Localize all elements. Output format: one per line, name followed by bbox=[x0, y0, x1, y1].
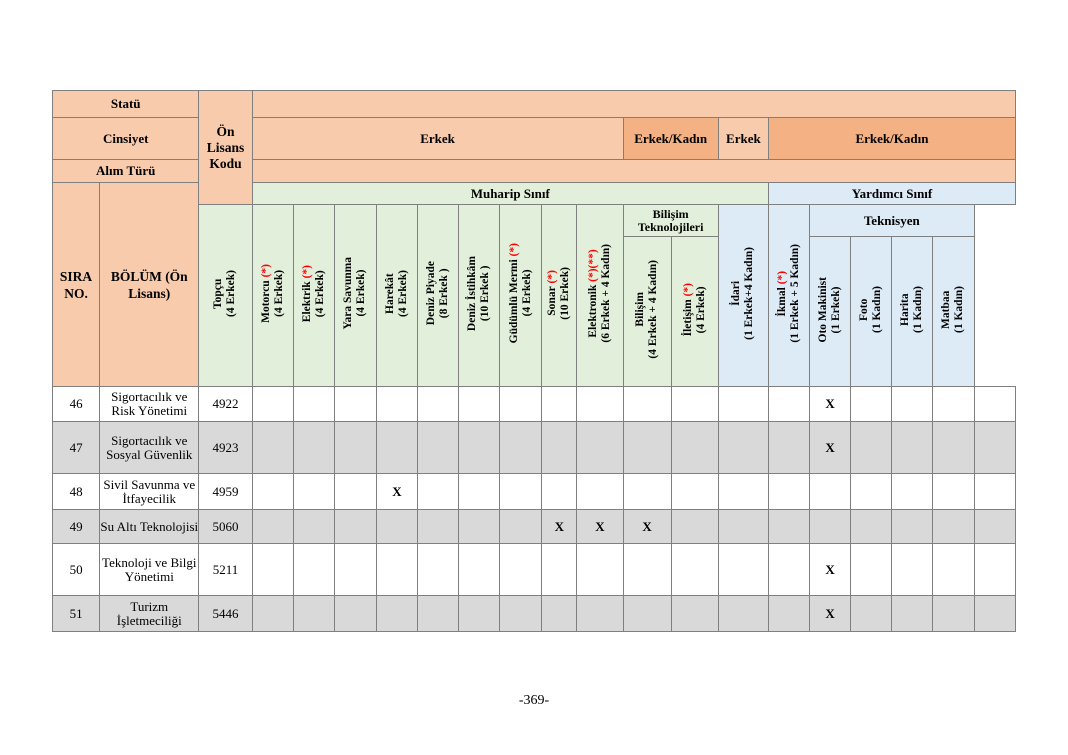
mark-cell bbox=[892, 474, 933, 510]
mark-cell bbox=[768, 510, 809, 544]
mark-cell bbox=[376, 510, 417, 544]
mark-cell bbox=[623, 422, 671, 474]
note-mark: (*) bbox=[546, 270, 559, 285]
mark-cell bbox=[671, 387, 718, 422]
column-header-label: Topçu (4 Erkek) bbox=[212, 270, 238, 317]
row-number: 50 bbox=[53, 544, 100, 596]
table-row bbox=[53, 596, 1016, 632]
column-header-3 bbox=[334, 205, 376, 387]
note-mark: (*) bbox=[681, 282, 694, 297]
column-header-label: Güdümlü Mermi (*) (4 Erkek) bbox=[507, 243, 533, 344]
mark-cell bbox=[376, 387, 417, 422]
mark-cell: X bbox=[810, 422, 851, 474]
column-header-label: İletişim (*) (4 Erkek) bbox=[681, 282, 707, 337]
mark-cell bbox=[418, 474, 459, 510]
mark-cell bbox=[933, 544, 974, 596]
mark-cell bbox=[933, 387, 974, 422]
mark-cell bbox=[376, 544, 417, 596]
mark-cell bbox=[623, 544, 671, 596]
mark-cell bbox=[459, 474, 500, 510]
mark-cell bbox=[542, 596, 577, 632]
mark-cell bbox=[500, 422, 542, 474]
mark-cell bbox=[459, 387, 500, 422]
note-mark: (*)(**) bbox=[586, 249, 599, 282]
column-header-8 bbox=[542, 205, 577, 387]
bolum-header: BÖLÜM (Ön Lisans) bbox=[100, 183, 199, 387]
column-header-6 bbox=[459, 205, 500, 387]
mark-cell bbox=[718, 544, 768, 596]
mark-cell bbox=[768, 474, 809, 510]
column-header-label: Sonar (*) (10 Erkek) bbox=[546, 267, 572, 320]
column-header-5 bbox=[418, 205, 459, 387]
column-header-14 bbox=[810, 237, 851, 387]
mark-cell bbox=[974, 544, 1016, 596]
department-name: Sigortacılık ve Risk Yönetimi bbox=[100, 387, 199, 422]
erkek-group-2: Erkek bbox=[718, 118, 768, 160]
column-header-label: Elektrik (*) (4 Erkek) bbox=[300, 264, 326, 323]
mark-cell bbox=[623, 474, 671, 510]
mark-cell bbox=[718, 596, 768, 632]
column-header-label: Bilişim (4 Erkek + 4 Kadın) bbox=[634, 260, 660, 359]
mark-cell bbox=[810, 510, 851, 544]
mark-cell bbox=[542, 474, 577, 510]
mark-cell bbox=[892, 387, 933, 422]
mark-cell bbox=[851, 510, 892, 544]
column-header-9 bbox=[577, 205, 623, 387]
column-header-label: İdari (1 Erkek+4 Kadın) bbox=[730, 247, 756, 340]
mark-cell: X bbox=[810, 544, 851, 596]
column-header-15 bbox=[851, 237, 892, 387]
mark-cell bbox=[500, 387, 542, 422]
erkek-kadin-group-2: Erkek/Kadın bbox=[768, 118, 1015, 160]
quota-table bbox=[52, 90, 1016, 632]
alim-turu-value-cell bbox=[252, 160, 1015, 183]
department-name: Su Altı Teknolojisi bbox=[100, 510, 199, 544]
mark-cell bbox=[293, 596, 334, 632]
mark-cell bbox=[418, 510, 459, 544]
department-name: Teknoloji ve Bilgi Yönetimi bbox=[100, 544, 199, 596]
mark-cell bbox=[459, 510, 500, 544]
mark-cell bbox=[293, 474, 334, 510]
mark-cell bbox=[293, 544, 334, 596]
mark-cell bbox=[577, 474, 623, 510]
mark-cell bbox=[718, 422, 768, 474]
mark-cell bbox=[768, 387, 809, 422]
mark-cell: X bbox=[376, 474, 417, 510]
erkek-group-1: Erkek bbox=[252, 118, 623, 160]
column-header-label: Harita (1 Kadın) bbox=[899, 286, 925, 333]
mark-cell bbox=[293, 387, 334, 422]
column-header-label: Deniz Piyade (8 Erkek ) bbox=[425, 261, 451, 326]
row-number: 48 bbox=[53, 474, 100, 510]
note-mark: (*) bbox=[507, 243, 520, 257]
mark-cell bbox=[252, 544, 293, 596]
mark-cell bbox=[252, 596, 293, 632]
mark-cell bbox=[418, 544, 459, 596]
table-row bbox=[53, 422, 1016, 474]
mark-cell bbox=[851, 596, 892, 632]
mark-cell bbox=[334, 510, 376, 544]
mark-cell bbox=[851, 544, 892, 596]
bilisim-teknolojileri-header: Bilişim Teknolojileri bbox=[623, 205, 718, 237]
mark-cell bbox=[334, 544, 376, 596]
mark-cell bbox=[334, 422, 376, 474]
mark-cell bbox=[542, 544, 577, 596]
mark-cell bbox=[293, 422, 334, 474]
mark-cell bbox=[933, 596, 974, 632]
table-row bbox=[53, 387, 1016, 422]
row-number: 49 bbox=[53, 510, 100, 544]
column-header-label: İkmal (*) (1 Erkek + 5 Kadın) bbox=[776, 244, 801, 343]
mark-cell bbox=[577, 596, 623, 632]
yardimci-sinif-header: Yardımcı Sınıf bbox=[768, 183, 1015, 205]
program-code: 5211 bbox=[199, 544, 252, 596]
column-header-label: Foto (1 Kadın) bbox=[858, 286, 884, 333]
mark-cell bbox=[623, 387, 671, 422]
mark-cell bbox=[542, 422, 577, 474]
column-header-11 bbox=[671, 237, 718, 387]
mark-cell: X bbox=[810, 596, 851, 632]
page-number: -369- bbox=[518, 693, 550, 708]
mark-cell bbox=[851, 422, 892, 474]
muharip-sinif-header: Muharip Sınıf bbox=[252, 183, 768, 205]
mark-cell bbox=[851, 387, 892, 422]
mark-cell bbox=[718, 474, 768, 510]
program-code: 4922 bbox=[199, 387, 252, 422]
note-mark: (*) bbox=[776, 270, 788, 285]
sira-no-header: SIRA NO. bbox=[53, 183, 100, 387]
column-header-label: Matbaa (1 Kadın) bbox=[940, 286, 966, 333]
table-row bbox=[53, 544, 1016, 596]
department-name: Sigortacılık ve Sosyal Güvenlik bbox=[100, 422, 199, 474]
mark-cell bbox=[933, 422, 974, 474]
mark-cell bbox=[500, 510, 542, 544]
column-header-13 bbox=[768, 205, 809, 387]
mark-cell bbox=[459, 596, 500, 632]
mark-cell bbox=[974, 510, 1016, 544]
mark-cell bbox=[252, 474, 293, 510]
mark-cell bbox=[671, 474, 718, 510]
mark-cell bbox=[892, 510, 933, 544]
mark-cell bbox=[334, 596, 376, 632]
mark-cell bbox=[577, 544, 623, 596]
mark-cell bbox=[974, 387, 1016, 422]
program-code: 5446 bbox=[199, 596, 252, 632]
mark-cell: X bbox=[623, 510, 671, 544]
mark-cell bbox=[671, 596, 718, 632]
teknisyen-header: Teknisyen bbox=[810, 205, 974, 237]
mark-cell bbox=[418, 596, 459, 632]
on-lisans-kodu-header: Ön Lisans Kodu bbox=[199, 91, 252, 205]
mark-cell: X bbox=[542, 510, 577, 544]
column-header-0 bbox=[199, 205, 252, 387]
note-mark: (*) bbox=[259, 264, 272, 278]
mark-cell bbox=[671, 422, 718, 474]
mark-cell bbox=[851, 474, 892, 510]
program-code: 4959 bbox=[199, 474, 252, 510]
column-header-17 bbox=[933, 237, 974, 387]
mark-cell bbox=[671, 544, 718, 596]
mark-cell bbox=[671, 510, 718, 544]
mark-cell bbox=[577, 422, 623, 474]
mark-cell bbox=[974, 596, 1016, 632]
column-header-label: Yara Savunma (4 Erkek) bbox=[342, 257, 368, 330]
mark-cell bbox=[577, 387, 623, 422]
row-number: 51 bbox=[53, 596, 100, 632]
mark-cell bbox=[334, 474, 376, 510]
mark-cell bbox=[500, 474, 542, 510]
mark-cell bbox=[933, 474, 974, 510]
column-header-4 bbox=[376, 205, 417, 387]
mark-cell bbox=[718, 510, 768, 544]
mark-cell bbox=[376, 422, 417, 474]
column-header-label: Elektronik (*)(**) (6 Erkek + 4 Kadın) bbox=[586, 244, 612, 343]
mark-cell bbox=[459, 544, 500, 596]
mark-cell bbox=[768, 544, 809, 596]
note-mark: (*) bbox=[300, 264, 313, 279]
mark-cell bbox=[418, 422, 459, 474]
mark-cell bbox=[542, 387, 577, 422]
table-row bbox=[53, 510, 1016, 544]
mark-cell bbox=[718, 387, 768, 422]
mark-cell bbox=[500, 544, 542, 596]
column-header-label: Motorcu (*) (4 Erkek) bbox=[259, 264, 285, 323]
mark-cell bbox=[768, 596, 809, 632]
mark-cell bbox=[892, 422, 933, 474]
alim-turu-label: Alım Türü bbox=[53, 160, 199, 183]
mark-cell bbox=[974, 474, 1016, 510]
column-header-label: Oto Makinist (1 Erkek) bbox=[817, 276, 843, 343]
mark-cell bbox=[252, 387, 293, 422]
department-name: Sivil Savunma ve İtfayecilik bbox=[100, 474, 199, 510]
row-number: 47 bbox=[53, 422, 100, 474]
mark-cell bbox=[500, 596, 542, 632]
mark-cell bbox=[334, 387, 376, 422]
mark-cell bbox=[376, 596, 417, 632]
mark-cell bbox=[459, 422, 500, 474]
erkek-kadin-group-1: Erkek/Kadın bbox=[623, 118, 718, 160]
program-code: 4923 bbox=[199, 422, 252, 474]
column-header-1 bbox=[252, 205, 293, 387]
cinsiyet-label: Cinsiyet bbox=[53, 118, 199, 160]
column-header-label: Deniz İstihkâm (10 Erkek ) bbox=[466, 255, 492, 332]
column-header-12 bbox=[718, 205, 768, 387]
column-header-16 bbox=[892, 237, 933, 387]
mark-cell bbox=[892, 596, 933, 632]
table-row bbox=[53, 474, 1016, 510]
mark-cell bbox=[810, 474, 851, 510]
statu-label: Statü bbox=[53, 91, 199, 118]
mark-cell bbox=[252, 422, 293, 474]
column-header-label: Harekât (4 Erkek) bbox=[383, 270, 409, 317]
mark-cell bbox=[974, 422, 1016, 474]
mark-cell bbox=[293, 510, 334, 544]
row-number: 46 bbox=[53, 387, 100, 422]
mark-cell: X bbox=[577, 510, 623, 544]
column-header-10 bbox=[623, 237, 671, 387]
mark-cell: X bbox=[810, 387, 851, 422]
mark-cell bbox=[892, 544, 933, 596]
statu-value-cell bbox=[252, 91, 1015, 118]
mark-cell bbox=[933, 510, 974, 544]
column-header-7 bbox=[500, 205, 542, 387]
mark-cell bbox=[252, 510, 293, 544]
column-header-2 bbox=[293, 205, 334, 387]
mark-cell bbox=[768, 422, 809, 474]
mark-cell bbox=[623, 596, 671, 632]
program-code: 5060 bbox=[199, 510, 252, 544]
department-name: Turizm İşletmeciliği bbox=[100, 596, 199, 632]
mark-cell bbox=[418, 387, 459, 422]
